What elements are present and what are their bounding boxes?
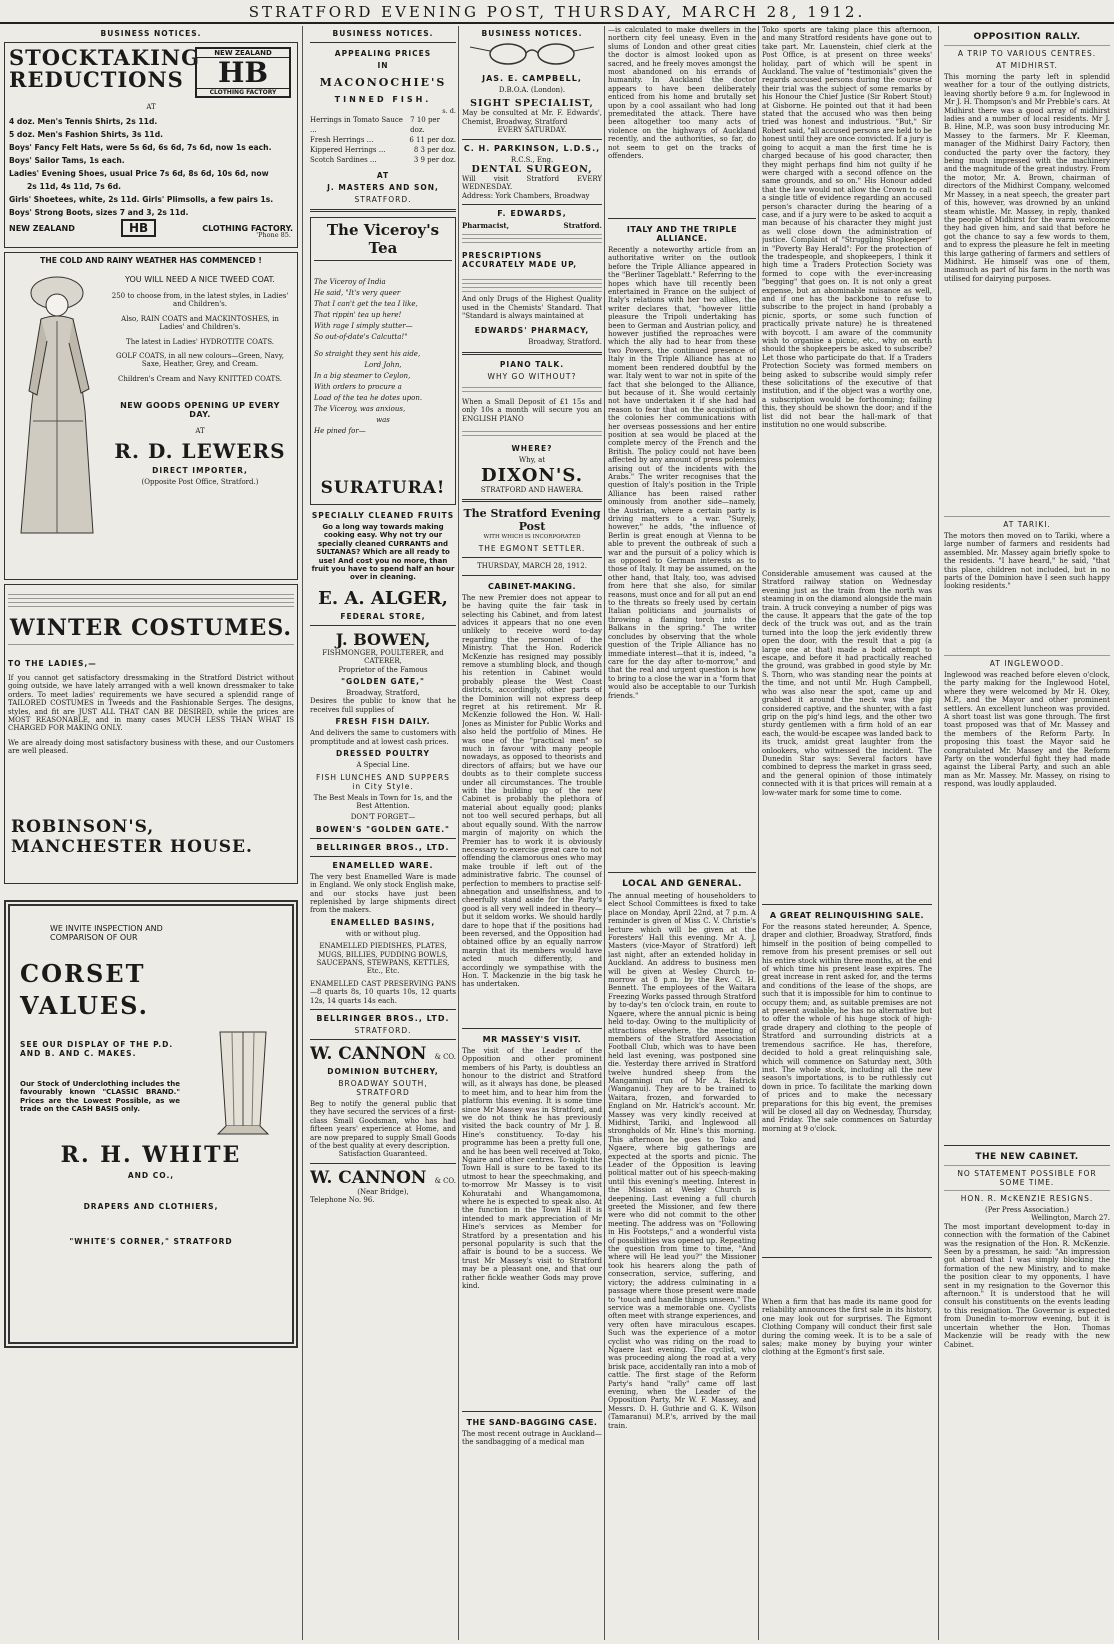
fish-row: Fresh Herrings ... 6 11 per doz. — [310, 136, 456, 144]
piano-talk: PIANO TALK. — [499, 359, 565, 369]
footer-clothing-factory: CLOTHING FACTORY. — [202, 223, 293, 233]
opposition-heading: OPPOSITION RALLY. — [973, 32, 1081, 42]
italy-article: Recently a noteworthy article from an authoritative writer on the outlook before the Triple Alliance appeared in the "Berliner Tageblatt." Referring to the hopes which have till recently been entertained in France on the subject of Italy's relations with her two allies, the writer declares that, "however little pleasure the Tripoli undertaking has been to German and Austrian policy, and however justified the reproaches were which the ally had to hear from these two Powers, the continued presence of Italy in the Triple Alliance has at no moment been rendered doubtful by the war. Italy went to war not in spite of the fact that she belonged to the Alliance, but because of it. She would certainly not have undertaken it if she had had reason to fear that on the acquisition of the colonies her communications with her overseas possessions and her entire position at sea would be placed at the complete mercy of the French and the British. The policy could not have been affected by any amount of press polemics arising out of the incidents with the Arabs." The writer recognises that the question of Italy's position in the Triple Alliance has been raised rather ominously from another side—namely, the Austrian, where a certain party is driving matters to a war. "Surely, however," he adds, "the influence of Berlin is great enough at Vienna to be able to prevent the outbreak of such a war and the pursuit of a policy which is as opposed to German interests as to those of Italy. It may be assumed, on the other hand, that Italy, too, was advised from here that she also, for similar reasons, must once and for all put an end to the threats so freely used by certain Italian politicians and journalists of throwing a flaming torch into the Balkans in the spring." The writer concludes by observing that the whole question of the Triple Alliance has no immediate interest—that it is, indeed, "a care for the day after to-morrow," and that the real and urgent question is how to bring to a close the war in a "form that would also be acceptable to our Turkish friends." — [608, 246, 756, 700]
issue-date: THURSDAY, MARCH 28, 1912. — [477, 562, 587, 571]
rh-white-name: R. H. WHITE — [60, 1141, 242, 1168]
stock-item-list — [9, 115, 273, 219]
coat-line: 250 to choose from, in the latest styles, in Ladies' and Children's. — [111, 292, 289, 309]
fish-row: Herrings in Tomato Sauce ... 7 10 per doz. — [310, 116, 440, 134]
relinquishing-heading: A GREAT RELINQUISHING SALE. — [769, 911, 925, 920]
winter-text: If you cannot get satisfactory dressmaking in the Stratford District without going outside, we have lately arranged with a well known dressmaker to take orders. To meet ladies' requirements we have secured a splendid range of TAILORED COSTUMES in Tweeds and the Fashionable Serges. The designs, styles, and fit are JUST ALL THAT CAN BE DESIRED, while the prices are MOST REASONABLE, and in many cases MUCH LESS THAN WHAT IS CHARGED FOR MAKING ONLY. — [8, 674, 294, 733]
hb-logo-small: HB — [121, 219, 156, 237]
new-goods: NEW GOODS OPENING UP EVERY DAY. — [120, 401, 280, 420]
column-6: OPPOSITION RALLY. A TRIP TO VARIOUS CENTRES. AT MIDHIRST. This morning the party left in splendid weather for a tour of the outlying districts, leaving shortly before 9 a.m. for Inglewood in Mr J. H. Thompson's and Mr Prebble's cars. At Midhirst there was a good array of midhirst ladies and a number of local residents. Mr J. B. Hine, M.P., was soon busy introducing Mr. Massey to the farmers. Mr F. Kleeman, manager of the Midhirst Dairy Factory, then conducted the party over the factory, they being much impressed with the machinery and the magnitude of the great industry. From the motor, Mr. A. Brown, chairman of directors of the Midhirst Company, welcomed Mr Massey, in a neat speech, the greater part of this, however, was drowned by an unkind steam whistle. Mr. Massey, in reply, thanked the people of Midhirst for the warm welcome they had given him, and said that before he got the chance to say a few words to them, and to express the pleasure he felt in meeting this large gathering of farmers and settlers of Midhirst. He himself was one of them, inasmuch as part of his farm in the north was utilised for dairying purposes. AT TARIKI. The motors then moved on to Tariki, where a large number of farmers and residents had assembled. Mr. Massey again briefly spoke to the residents. "I have heard," he said, "that this place, children not included, but in no parts of the Dominion have I seen such happy looking residents." AT INGLEWOOD. Inglewood was reached before eleven o'clock, the party making for the Inglewood Hotel, where they were welcomed by Mr H. Okey, M.P., and the Mayor and other prominent settlers. An excellent luncheon was provided. A short toast list was gone through. The first toast proposed was that of Mr. Massey and the members of the Reform Party. In proposing this toast the Mayor said he congratulated Mr. Massey and the Reform Party on the wonderful fight they had made against the Liberal Party, and such an able man as Mr. Massey. Mr. Massey, on rising to respond, was loudly applauded. THE NEW CABINET. NO STATEMENT POSSIBLE FOR SOME TIME. HON. R. McKENZIE RESIGNS. (Per Press Association.) Wellington, March 27. The most important development to-day in connection with the formation of the Cabinet was the resignation of the Hon. R. McKenzie. Seen by a pressman, he said: "An impression got abroad that I was simply blocking the formation of the new Ministry, and to make the position clear to my opponents, I have sent in my resignation to the Governor this afternoon." It is understood that he will consult his constituents on the events leading to this resignation. The Governor is expected from Dunedin to-morrow evening, but it is uncertain whether the Hon. Thomas Mackenzie will be ready with the new Cabinet. — [944, 32, 1110, 1349]
lewers-name: R. D. LEWERS — [114, 439, 286, 464]
edwards-name: F. EDWARDS, — [497, 209, 567, 219]
tweed-coat-heading: YOU WILL NEED A NICE TWEED COAT. — [125, 275, 275, 284]
bowen-name: J. BOWEN, — [335, 629, 431, 649]
coat-line: Also, RAIN COATS and MACKINTOSHES, in Ladies' and Children's. — [121, 314, 279, 332]
column-5 — [762, 26, 932, 1640]
whites-corner: "WHITE'S CORNER," STRATFORD — [69, 1236, 233, 1246]
cannon-name: W. CANNON — [310, 1044, 427, 1064]
corset-values: CORSET VALUES. — [20, 959, 149, 1020]
invite-text: WE INVITE INSPECTION AND COMPARISON OF OUR — [50, 924, 163, 942]
stock-under-text: Our Stock of Underclothing includes the favourably known "CLASSIC BRAND." Prices are the Lowest Possible, as we trade on the CASH BASIS only. — [20, 1080, 180, 1114]
column-2: BUSINESS NOTICES. APPEALING PRICES IN MACONOCHIE'S TINNED FISH. s. d. Herrings in Tomato Sauce ... 7 10 per doz. Fresh Herrings ... 6 11 per doz. Kippered Herrings ... 8 3 per doz. Scotch Sardines ... 3 9 per doz. AT J. MASTERS AND SON, STRATFORD. The Viceroy's Tea The Viceroy of India He said, "It's very queer That I can't get the tea I like, That rippin' tea up here! With rage I simply stutter— So out-of-date's Calcutta!" So straight they sent his aide, Lord John, In a big steamer to Ceylon, With orders to procure a Load of the tea he dotes upon. The Viceroy, was anxious, was He pined for— SURATURA! SPECIALLY CLEANED FRUITS Go a long way towards making cooking easy. Why not try our specially cleaned CURRANTS and SULTANAS? Which are all ready to use! And cost you no more, than fruit you have to spend half an hour over in cleaning. E. A. ALGER, FEDERAL STORE, J. BOWEN, FISHMONGER, POULTERER, and CATERER, Proprietor of the Famous "GOLDEN GATE," Broadway, Stratford, Desires the public to know that he receives full supplies of FRESH FISH DAILY. And delivers the same to customers with promptitude and at lowest cash prices. DRESSED POULTRY A Special Line. FISH LUNCHES AND SUPPERS in City Style. The Best Meals in Town for 1s, and the Best Attention. DON'T FORGET— BOWEN'S "GOLDEN GATE." BELLRINGER BROS., LTD. ENAMELLED WARE. The very best Enamelled Ware is made in England. We only stock English make, and our stocks have just been replenished by large shipments direct from the makers. ENAMELLED BASINS, with or without plug. ENAMELLED PIEDISHES, PLATES, MUGS, BILLIES, PUDDING BOWLS, SAUCEPANS, STEWPANS, KETTLES, Etc., Etc. ENAMELLED CAST PRESERVING PANS—8 quarts 8s, 10 quarts 10s, 12 quarts 12s, 14 quarts 14s each. BELLRINGER BROS., LTD. STRATFORD. W. CANNON & CO. DOMINION BUTCHERY, BROADWAY SOUTH, STRATFORD Beg to notify the general public that they have secured the services of a first-class Small Goodsman, who has had fifteen years' experience at Home, and are now prepared to supply Small Goods of the best quality at every description. Satisfaction Guaranteed. W. CANNON & CO. (Near Bridge), Telephone No. 96. — [310, 29, 456, 1205]
winter-costumes-title: WINTER COSTUMES. — [9, 615, 293, 641]
tariki-article: The motors then moved on to Tariki, where a large number of farmers and residents had assembled. Mr. Massey again briefly spoke to the residents. "I have heard," he said, "that this place, children not included, but in no parts of the Dominion have I seen such happy looking residents." — [944, 532, 1110, 591]
new-cabinet-heading: THE NEW CABINET. — [975, 1152, 1079, 1162]
local-continued-1: Toko sports are taking place this afternoon, and many Stratford residents have gone out to take part. Mr. Lauenstein, chief clerk at the Post Office, is at present on three weeks' holiday, part of which will be spent in Auckland. The value of "testimonials" given the regards accused persons during the course of their trial was the subject of some remarks by his Honour the Chief Justice (Sir Robert Stout) at Gisborne. He pointed out that it had been stated that the accused who was then being tried was honest and industrious. "But," Sir Robert said, "all accused persons are held to be honest until they are once convicted. If a jury is going to acquit a man the first time he is charged because of his good character, then they might perhaps find him not guilty if he were charged with a second offence on the same grounds, and so on." His Honour added that the law would not allow the Crown to call a single title of evidence regarding an accused person's character during the hearing of a case, and if a jury were to be asked to acquit a man because of his character they might just as well close down the administration of justice. Complaint of "Struggling Shopkeeper" in "Poverty Bay Herald": For the protection of the tradespeople, and shopkeepers, I think it high time a Traders Protection Society was formed to cope with the ever-increasing "begging" that goes on. It is not only a great expense, but an abominable nuisance as well, and if one has the backbone to refuse to subscribe to the project in hand (probably a picnic, sports, or some such function of practically private nature) he is threatened with boycott. I am aware of the community wish to organise a picnic, etc., why on earth should the shopkeepers be asked to subscribe? Let those who participate do that. If a Traders Protection Society was formed members on being asked to subscribe would simply refer these solicitations of the executive of that institution, and if the object was a worthy one, a subscription would be forthcoming; failing this, they should be shown the door; and if the list did not bear the hall-mark of that institution no one would subscribe. — [762, 26, 932, 430]
midhirst-article: This morning the party left in splendid weather for a tour of the outlying districts, leaving shortly before 9 a.m. for Inglewood in Mr J. H. Thompson's and Mr Prebble's cars. At Midhirst there was a good array of midhirst ladies and a number of local residents. Mr J. B. Hine, M.P., was soon busy introducing Mr. Massey to the farmers. Mr F. Kleeman, manager of the Midhirst Dairy Factory, then conducted the party over the factory, they being much impressed with the machinery and the magnitude of the great industry. From the motor, Mr. A. Brown, chairman of directors of the Midhirst Company, welcomed Mr Massey, in a neat speech, the greater part of this, however, was drowned by an unkind steam whistle. Mr. Massey, in reply, thanked the people of Midhirst for the warm welcome they had given him, and said that before he got the chance to say a few words to them, and to express the pleasure he felt in meeting this large gathering of farmers and settlers of Midhirst. He himself was one of them, inasmuch as part of his farm in the north was utilised for dairying purposes. — [944, 73, 1110, 283]
list-item: 2s 11d, 4s 11d, 7s 6d. — [27, 182, 122, 191]
inglewood-article: Inglewood was reached before eleven o'clock, the party making for the Inglewood Hotel, where they were welcomed by Mr H. Okey, M.P., and the Mayor and other prominent settlers. An excellent luncheon was provided. A short toast list was gone through. The first toast proposed was that of Mr. Massey and the members of the Reform Party. In proposing this toast the Mayor said he congratulated Mr. Massey and the Reform Party on the wonderful fight they had made against the Liberal Party, and such an able man as Mr. Massey. Mr. Massey, on rising to respond, was loudly applauded. — [944, 671, 1110, 789]
fish-row: Kippered Herrings ... 8 3 per doz. — [310, 146, 456, 154]
relinquishing-article: For the reasons stated hereunder, A. Spence, draper and clothier, Broadway, Stratford, finds himself in the position of being compelled to remove from his present premises or sell out his entire stock within three months, at the end of which time his present lease expires. The great increase in rent asked for, and the terms and conditions of the lease of the shops, are such that it is impossible for him to continue to occupy them; and, as suitable premises are not at present available, he has no alternative but to offer the whole of his huge stock of high-grade drapery and clothing to the people of Stratford and surrounding districts at a tremendous sacrifice. He has, therefore, decided to hold a great relinquishing sale, which will commence on Saturday next, 30th inst. The whole stock, including all the new season's importations, is to be ruthlessly cut down in price. To facilitate the marking down of prices and to make the necessary preparations for this big event, the premises will be closed all day on Wednesday, Thursday, and Friday. The sale commences on Saturday morning at 9 o'clock. — [762, 923, 932, 1133]
masters-name: J. MASTERS AND SON, — [327, 183, 439, 192]
fish-row: Scotch Sardines ... 3 9 per doz. — [310, 156, 456, 164]
cabinet-making-article: The new Premier does not appear to be having quite the fair task in selecting his Cabinet, and from latest advices it appears that no one even unlikely to receive word to-day regarding the personnel of the Ministry. That the Hon. Roderick McKenzie has resigned may possibly remove a stumbling block, and though his retention in Cabinet would probably please the West Coast districts, accordingly, other parts of the Dominion will not express deep regret at his retirement. Mr R. McKenzie followed the Hon. W. Hall-Jones as Minister for Public Works and also held the portfolio of Mines. He was one of the "practical men" so much in favour with many people nowadays, as opposed to theorists and directors of affairs; but we have our doubts as to their complete success under all circumstances. The trouble with the building up of the new Cabinet is probably the plethora of material about equally good; planks not too well secured perhaps, but all about equally sound. With the narrow margin of majority on which the Premier has to work it is obviously necessary to exercise great care to not offending the clamorous ones who may make trouble if left out of the administrative fabric. The counsel of perfection to members to practise self-abnegation and unselfishness, and to cheerfully stand aside for the Party's good is all very well indeed in theory—but it seldom works. We should hardly dare to hope that if the positions had been reversed, and the Opposition had obtained office by an equally narrow margin that its members would have acted much differently, and accordingly we sympathise with the Hon. T. Mackenzie in the big task he has undertaken. — [462, 593, 602, 989]
coat-line: Children's Cream and Navy KNITTED COATS. — [117, 374, 282, 383]
footer-nz: NEW ZEALAND — [9, 223, 75, 233]
campbell-name: JAS. E. CAMPBELL, — [482, 74, 582, 83]
to-the-ladies: TO THE LADIES,— — [8, 659, 97, 668]
paper-title: The Stratford Evening Post — [463, 506, 601, 533]
egmont-sale-article: When a firm that has made its name good for reliability announces the first sale in its history, one may look out for surprises. The Egmont Clothing Company will conduct their first sale during the coming week. It is to be a sale of sales; make money by buying your winter clothing at the Egmont's first sale. — [762, 1298, 932, 1357]
cabinet-making-heading: CABINET-MAKING. — [487, 581, 577, 591]
viceroy-tea-ad — [310, 217, 456, 505]
drapers-clothiers: DRAPERS AND CLOTHIERS, — [83, 1201, 219, 1211]
winter-text-2: We are already doing most satisfactory business with these, and our Customers are well pleased. — [8, 738, 294, 756]
robinsons-name: ROBINSON'S, MANCHESTER HOUSE. — [11, 817, 253, 857]
lady-in-coat-illustration — [11, 271, 103, 539]
cold-weather-title: THE COLD AND RAINY WEATHER HAS COMMENCED ! — [40, 256, 262, 265]
new-cabinet-article: The most important development to-day in connection with the formation of the Cabinet was the resignation of the Hon. R. McKenzie. Seen by a pressman, he said: "An impression got abroad that I was simply blocking the formation of the new Ministry, and to make the position clear to my opponents, I have sent in my resignation to the Governor this afternoon." It is understood that he will consult his constituents on the events leading to this resignation. The Governor is expected from Dunedin to-morrow evening, but it is uncertain whether the Hon. Thomas Mackenzie will be ready with the new Cabinet. — [944, 1222, 1110, 1349]
local-general-heading: LOCAL AND GENERAL. — [622, 879, 742, 889]
list-item: Ladies' Evening Shoes, usual Price 7s 6d, 8s 6d, 10s 6d, now — [9, 169, 269, 178]
white-corset-ad: WE INVITE INSPECTION AND COMPARISON OF OUR CORSET VALUES. SEE OUR DISPLAY OF THE P.D. AND B. AND C. MAKES. Our Stock of Underclothing includes the favourably known "CLASSIC BRAND." Prices are the Lowest Possible, as we trade on the CASH BASIS only. R. H. WHITE AND CO., DRAPERS AND CLOTHIERS, "WHITE'S CORNER," STRATFORD — [4, 900, 298, 1348]
lewers-ad: THE COLD AND RAINY WEATHER HAS COMMENCED ! YOU WILL NEED A NICE TWEED COAT. 250 to choose from, in the latest styles, in Ladies' and Children's. Also, RAIN COATS and MACKINTOSHES, in Ladies' and Children's. The latest in Ladies' HYDROTITE COATS. GOLF COATS, in all new colours—Green, Navy, Saxe, Heather, Grey, and Cream. Children's Cream and Navy KNITTED COATS. NEW GOODS OPENING UP EVERY DAY. AT R. D. LEWERS DIRECT IMPORTER, (Opposite Post Office, Stratford.) — [4, 252, 298, 580]
massey-visit-heading: MR MASSEY'S VISIT. — [482, 1034, 582, 1044]
column-4 — [608, 26, 756, 1640]
coat-line: The latest in Ladies' HYDROTITE COATS. — [126, 337, 274, 346]
parkinson-name: C. H. PARKINSON, L.D.S., — [463, 143, 601, 153]
list-item: 5 doz. Men's Fashion Shirts, 3s 11d. — [9, 130, 164, 139]
local-continued-2: Considerable amusement was caused at the Stratford railway station on Wednesday evening just as the train from the north was steaming in on the diamond alongside the main train. A truck conveying a number of pigs was the cause. It appears that the gate of the top deck of the truck was out, and as the train turned into the loop the jerk evidently threw open the door, with the result that a pig (a large one at that) made a bold attempt to escape, and before it had practically reached the ground, was grabbed in good style by Mr. S. Thorn, who was standing near the points at the time, and not until Mr. Hugh Campbell, who was also near the spot, came up and grabbed it around the neck was the pig considered captive, and the shunter, with a fast grip on the pig's hind legs, and the other two sturdy gentlemen with a firm hold of an ear each, the would-be escapee was landed back to its truck, amidst great laughter from the onlookers, who witnessed the incident. The Dunedin Star says: Several factors have combined to depress the market in grass seed, and the general opinion of those intimately connected with it is that prices will remain at a low-water mark for some time to come. — [762, 570, 932, 797]
column-1 — [4, 26, 298, 1640]
viceroy-title: The Viceroy's Tea — [314, 221, 452, 261]
bellringer-name: BELLRINGER BROS., LTD. — [316, 842, 450, 852]
coat-line: GOLF COATS, in all new colours—Green, Navy, Saxe, Heather, Grey, and Cream. — [116, 352, 284, 369]
list-item: Boys' Strong Boots, sizes 7 and 3, 2s 11d. — [9, 208, 189, 217]
list-item: 4 doz. Men's Tennis Shirts, 2s 11d. — [9, 117, 158, 126]
lewers-address: (Opposite Post Office, Stratford.) — [141, 478, 259, 487]
massey-visit-article: The visit of the Leader of the Opposition and other prominent members of his Party, is doubtless an honour to the district and Stratford will, as it always has done, be pleased to meet him, and to hear him from the platform this evening. It is some time since Mr Massey was in Stratford, and we do not think he has previously visited the back country of Mr J. B. Hine's constituency. To-day his programme has been a pretty full one, and he has been well received at Toko, Ngaire and other centres. To-night the Town Hall is sure to be taxed to its utmost to hear the speechmaking, and to-morrow Mr Massey is to visit Kohuratahi and Whangamomona, where he is expected to speak also. At the function in the Town Hall it is intended to mark appreciation of Mr Hine's services as Member for Stratford by a presentation and his personal popularity is such that the affair is bound to be a success. We trust Mr Massey's visit to Stratford may be a pleasant one, and that our rather fickle weather Gods may prove kind. — [462, 1046, 602, 1291]
suratura: SURATURA! — [320, 478, 446, 498]
display-text: SEE OUR DISPLAY OF THE P.D. AND B. AND C. MAKES. — [20, 1040, 174, 1058]
sandbagging-heading: THE SAND-BAGGING CASE. — [466, 1417, 598, 1427]
local-general-article: The annual meeting of householders to elect School Committees is fixed to take place on Monday, April 22nd, at 7 p.m. A reminder is given of Miss C. V. Christie's lecture which will be given at the Foresters' Hall this evening. Mr A. J. Masters (vice-Mayor of Stratford) left last night, after an extended holiday in Auckland. An address to business men will be given at Wesley Church to-morrow at 8 p.m. by the Rev. C. H. Bennett. The employees of the Waitara Freezing Works passed through Stratford by to-day's ten o'clock train, en route to Ngaere, where the annual picnic is being held to-day. Owing to the multiplicity of attractions elsewhere, the meeting of members of the Stratford Association Football Club, which was to have been held last evening, was postponed sine die. Yesterday there arrived in Stratford twelve hundred sheep from the Mangamingi run of Mr A. Hatrick (Wanganui). They are to be trained to Waitara, frozen, and forwarded to England on Mr. Hatrick's account. Mr. Massey was very kindly received at Midhirst, Tariki, and Inglewood all strongholds of Mr. Hine's this morning. This afternoon he goes to Toko and Ngaere, where big gatherings are expected at the sports and picnic. The Leader of the Opposition is leaving political matter out of his speech-making until this evening's meeting. Interest in the Mission at Wesley Church is deepening. Last evening a full church greeted the Missioner, and few there were who did not commit to the other meeting. The address was on "Following in His Footsteps," and a wonderful vista of possibilities was opened up. Repeating the question from time to time, "And where will He lead you?" the Missioner took his hearers along the path of consecration, service, suffering, and victory; the address culminating in a passage where those present were made to "touch and handle things unseen." The service was a memorable one. Cyclists often meet with strange experiences, and very often have miraculous escapes. Such was the experience of a motor cyclist who was riding on the road to Ngaere last evening. The cyclist, who was proceeding along the road at a very brisk pace, accidentally ran into a mob of cattle. The first stage of the Reform Party's hand "rally" came off last evening, when the Leader of the Opposition Party, Mr W. F. Massey, and Messrs. D. H. Guthrie and G. K. Wilson (Tamaranui) M.P.'s, arrived by the mail train. — [608, 892, 756, 1430]
stocktaking-title: STOCKTAKING REDUCTIONS — [9, 45, 201, 92]
corset-illustration — [208, 1026, 278, 1136]
direct-importer: DIRECT IMPORTER, — [152, 466, 248, 476]
business-notices-header: BUSINESS NOTICES. — [332, 29, 434, 38]
list-item: Girls' Shoetees, white, 2s 11d. Girls' Plimsolls, a few pairs 1s. — [9, 195, 274, 204]
maconochie: MACONOCHIE'S — [319, 76, 447, 89]
masthead: STRATFORD EVENING POST, THURSDAY, MARCH 28, 1912. — [0, 0, 1114, 24]
robinsons-ad — [4, 584, 298, 884]
spectacles-icon — [462, 41, 602, 67]
italy-heading: ITALY AND THE TRIPLE ALLIANCE. — [626, 225, 738, 243]
stocktaking-ad: STOCKTAKING REDUCTIONS NEW ZEALAND HB CLOTHING FACTORY AT 4 doz. Men's Tennis Shirts, 2s 11d. 5 doz. Men's Fashion Shirts, 3s 11d. Boys' Fancy Felt Hats, were 5s 6d, 6s 6d, 7s 6d, now 1s each. Boys' Sailor Tams, 1s each. Ladies' Evening Shoes, usual Price 7s 6d, 8s 6d, 10s 6d, now 2s 11d, 4s 11d, 7s 6d. Girls' Shoetees, white, 2s 11d. Girls' Plimsolls, a few pairs 1s. Boys' Strong Boots, sizes 7 and 3, 2s 11d. NEW ZEALAND HB CLOTHING FACTORY. 'Phone 85. — [4, 42, 298, 248]
phone-number: 'Phone 85. — [256, 231, 291, 239]
hb-logo: NEW ZEALAND HB CLOTHING FACTORY — [195, 47, 291, 98]
sandbagging-continued: —is calculated to make dwellers in the northern city feel uneasy. Even in the slums of London and other great cities the doctor is almost looked upon as sacred, and he freely moves amongst the most abandoned on his errands of humanity. In Auckland the doctor appears to have been deliberately enticed from his home and brutally set upon by a cool assailant who had long premeditated the attack. There have been altogether too many acts of violence on the highways of Auckland recently, and the authorities, so far, do not seem to get on the tracks of offenders. — [608, 26, 756, 161]
cleaned-fruits: SPECIALLY CLEANED FRUITS — [311, 511, 455, 520]
column-3: BUSINESS NOTICES. JAS. E. CAMPBELL, D.B.O.A. (London). SIGHT SPECIALIST, May be consulted at Mr. F. Edwards', Chemist, Broadway, Stratford EVERY SATURDAY. C. H. PARKINSON, L.D.S., R.C.S., Eng. DENTAL SURGEON, Will visit Stratford EVERY WEDNESDAY. Address: York Chambers, Broadway F. EDWARDS, Pharmacist, Stratford. PRESCRIPTIONS ACCURATELY MADE UP, And only Drugs of the Highest Quality used in the Chemists' Standard. That "Standard is always maintained at EDWARDS' PHARMACY, Broadway, Stratford. PIANO TALK. WHY GO WITHOUT? When a Small Deposit of £1 15s and only 10s a month will secure you an ENGLISH PIANO WHERE? Why, at DIXON'S. STRATFORD AND HAWERA. The Stratford Evening Post WITH WHICH IS INCORPORATED THE EGMONT SETTLER. THURSDAY, MARCH 28, 1912. CABINET-MAKING. The new Premier does not appear to be having quite the fair task in selecting his Cabinet, and from latest advices it appears that no one even unlikely to receive word to-day regarding the personnel of the Ministry. That the Hon. Roderick McKenzie has resigned may possibly remove a stumbling block, and though his retention in Cabinet would probably please the West Coast districts, accordingly, other parts of the Dominion will not express deep regret at his retirement. Mr R. McKenzie followed the Hon. W. Hall-Jones as Minister for Public Works and also held the portfolio of Mines. He was one of the "practical men" so much in favour with many people nowadays, as opposed to theorists and directors of affairs; but we have our doubts as to their complete success under all circumstances. The trouble with the building up of the new Cabinet is probably the plethora of material about equally good; planks not too well secured perhaps, but all about equally sound. With the narrow margin of majority on which the Premier has to work it is obviously necessary to exercise great care to not offending the clamorous ones who may make trouble if left out of the administrative fabric. The counsel of perfection to members to practise self-abnegation and unselfishness, and to cheerfully stand aside for the Party's good is all very well indeed in theory—but it seldom works. We should hardly dare to hope that if the positions had been reversed, and the Opposition had obtained office by an equally narrow margin that its members would have acted much differently, and accordingly we sympathise with the Hon. T. Mackenzie in the big task he has undertaken. MR MASSEY'S VISIT. The visit of the Leader of the Opposition and other prominent members of his Party, is doubtless an honour to the district and Stratford will, as it always has done, be pleased to meet him, and to hear him from the platform this evening. It is some time since Mr Massey was in Stratford, and we do not think he has previously visited the back country of Mr J. B. Hine's constituency. To-day his programme has been a pretty full one, and he has been well received at Toko, Ngaire and other centres. To-night the Town Hall is sure to be taxed to its utmost to hear the speechmaking, and to-morrow Mr Massey is to visit Kohuratahi and Whangamomona, where he is expected to speak also. At the function in the Town Hall it is intended to mark appreciation of Mr Hine's services as Member for Stratford by a presentation and his personal popularity is such that the affair is bound to be a success. We trust Mr Massey's visit to Stratford may be a pleasant one, and that our rather fickle weather Gods may prove kind. THE SAND-BAGGING CASE. The most recent outrage in Auckland—the sandbagging of a medical man — [462, 29, 602, 1447]
list-item: Boys' Sailor Tams, 1s each. — [9, 156, 125, 165]
dixon-name: DIXON'S. — [481, 464, 583, 486]
alger-name: E. A. ALGER, — [318, 587, 448, 609]
business-notices-header: BUSINESS NOTICES. — [100, 29, 202, 38]
viceroy-poem: The Viceroy of India He said, "It's very queer That I can't get the tea I like, That rippin' tea up here! With rage I simply stutter— So out-of-date's Calcutta!" So straight they sent his aide, Lord John, In a big steamer to Ceylon, With orders to procure a Load of the tea he dotes upon. The Viceroy, was anxious, was He pined for— — [314, 278, 423, 435]
list-item: Boys' Fancy Felt Hats, were 5s 6d, 6s 6d, 7s 6d, now 1s each. — [9, 143, 272, 152]
business-notices-header: BUSINESS NOTICES. — [481, 29, 583, 38]
